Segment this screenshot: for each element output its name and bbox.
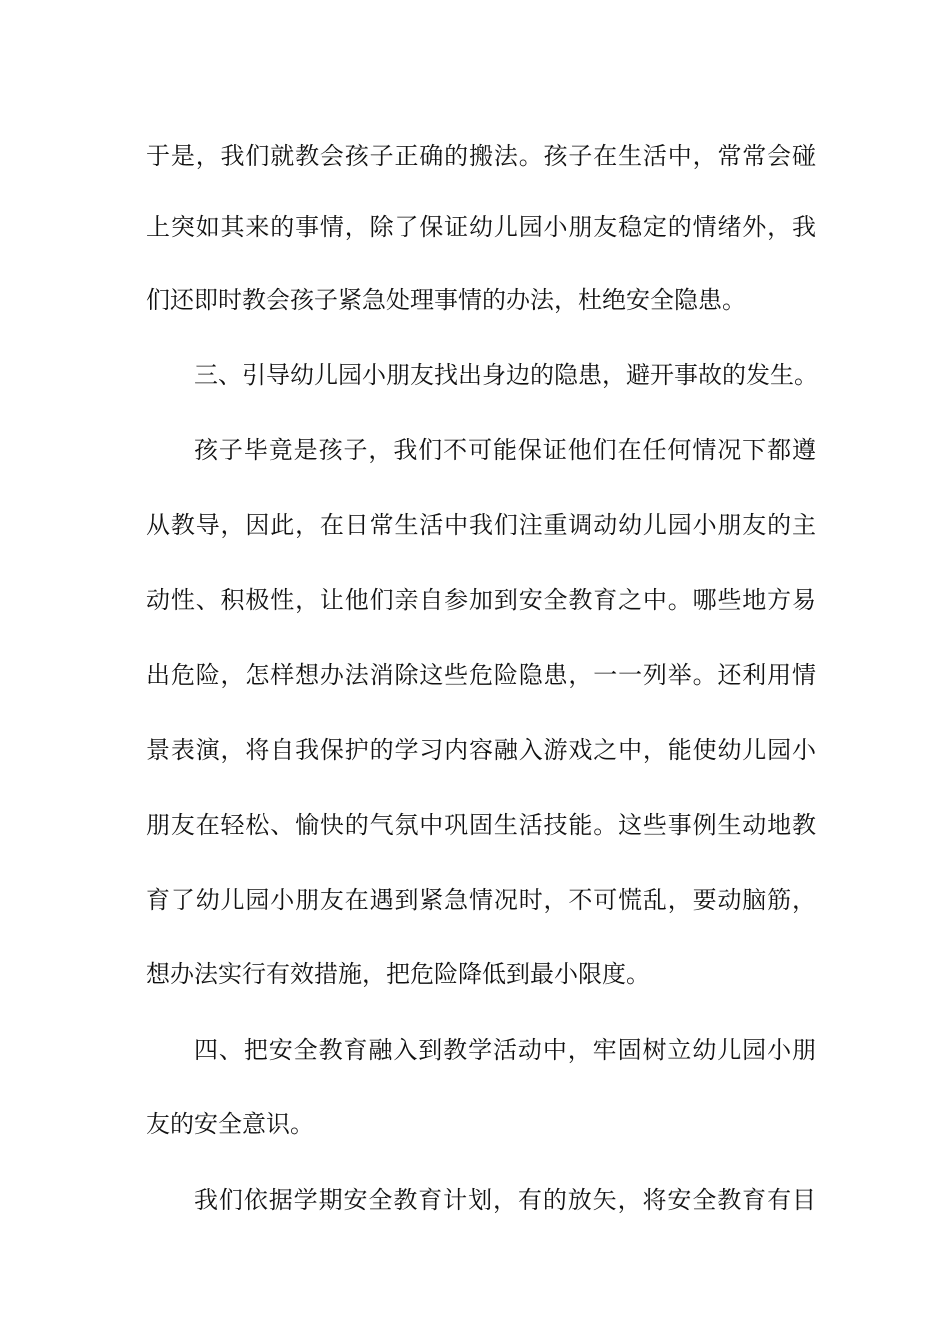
text-line: 于是，我们就教会孩子正确的搬法。孩子在生活中，常常会碰	[146, 142, 816, 170]
text-line: 出危险，怎样想办法消除这些危险隐患，一一列举。还利用情	[146, 661, 816, 689]
text-line: 从教导，因此，在日常生活中我们注重调动幼儿园小朋友的主	[146, 511, 816, 539]
paragraph-first-line: 我们依据学期安全教育计划，有的放矢，将安全教育有目	[194, 1186, 816, 1214]
section-heading: 四、把安全教育融入到教学活动中，牢固树立幼儿园小朋	[194, 1036, 816, 1064]
paragraph-first-line: 孩子毕竟是孩子，我们不可能保证他们在任何情况下都遵	[194, 436, 816, 464]
text-line: 们还即时教会孩子紧急处理事情的办法，杜绝安全隐患。	[146, 286, 746, 314]
text-line: 上突如其来的事情，除了保证幼儿园小朋友稳定的情绪外，我	[146, 213, 816, 241]
section-heading: 三、引导幼儿园小朋友找出身边的隐患，避开事故的发生。	[194, 361, 818, 389]
text-line: 育了幼儿园小朋友在遇到紧急情况时，不可慌乱，要动脑筋，	[146, 886, 816, 914]
text-line: 动性、积极性，让他们亲自参加到安全教育之中。哪些地方易	[146, 586, 816, 614]
section-heading-continuation: 友的安全意识。	[146, 1110, 314, 1138]
text-line: 朋友在轻松、愉快的气氛中巩固生活技能。这些事例生动地教	[146, 811, 816, 839]
text-line: 景表演，将自我保护的学习内容融入游戏之中，能使幼儿园小	[146, 736, 816, 764]
text-line: 想办法实行有效措施，把危险降低到最小限度。	[146, 960, 650, 988]
